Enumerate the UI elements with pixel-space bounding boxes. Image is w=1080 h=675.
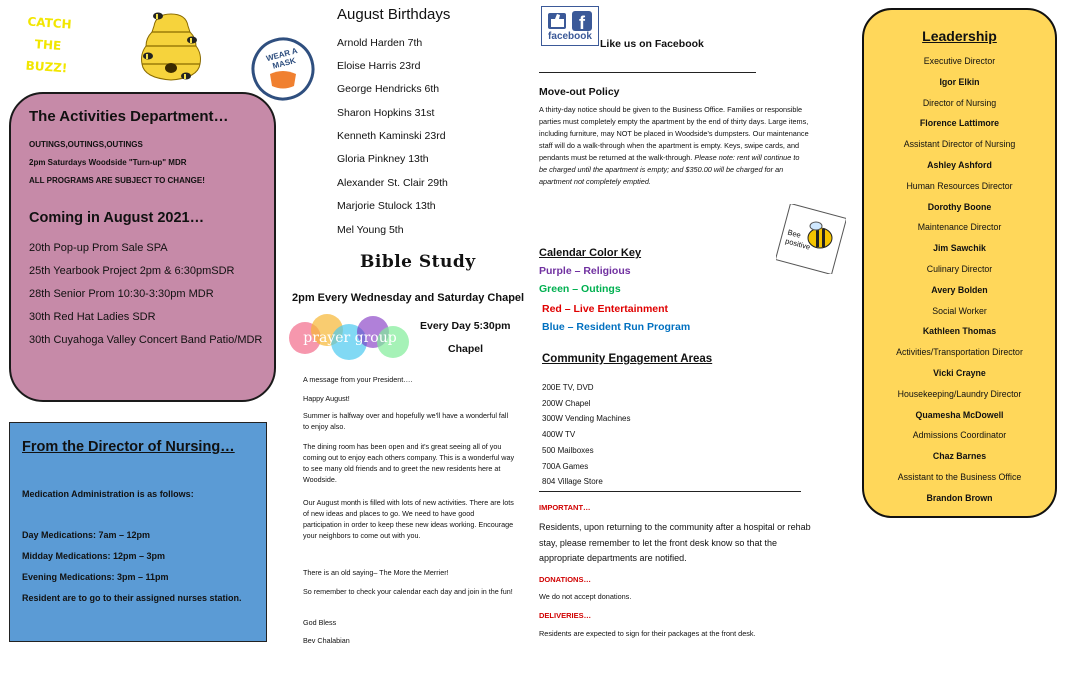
bible-study-title: Bible Study	[360, 252, 476, 272]
birthday-item: Marjorie Stulock 13th	[337, 200, 436, 212]
leadership-role: Culinary Director	[926, 264, 993, 274]
leadership-role: Social Worker	[932, 305, 987, 316]
buzz-line: THE	[34, 37, 62, 53]
leadership-name: Avery Bolden	[931, 284, 988, 295]
important-title: IMPORTANT…	[539, 503, 591, 512]
letter-paragraph: So remember to check your calendar each day and join in the fun!	[303, 587, 513, 596]
leadership-name: Quamesha McDowell	[915, 409, 1004, 420]
engagement-area: 500 Mailboxes	[542, 446, 594, 455]
coming-in-august-title: Coming in August 2021…	[29, 210, 205, 226]
svg-text:f: f	[579, 13, 585, 33]
birthday-item: Arnold Harden 7th	[337, 37, 423, 49]
letter-paragraph: A message from your President….	[303, 375, 413, 384]
move-out-title: Move-out Policy	[539, 86, 620, 98]
letter-paragraph: Summer is halfway over and hopefully we'll have a wonderful fall to enjoy also.	[303, 411, 509, 431]
leadership-name: Igor Elkin	[939, 76, 980, 87]
activities-panel	[9, 92, 276, 402]
beehive-icon	[136, 6, 206, 86]
move-out-text: A thirty-day notice should be given to the Business Office. Families or responsible parties must completely empty the apartment by the end of thirty days. Large items, including furniture, may NOT be placed in Woodside's dumpsters. Our maintenance staff will do a walk-through when the apartment is empty. Keys, swipe cards, and pendants must be returned at the walk-through.	[539, 105, 809, 162]
donations-body: We do not accept donations.	[539, 592, 632, 601]
bee-sticker-text: Bee positive	[784, 227, 812, 252]
buzz-line: BUZZ!	[25, 58, 68, 76]
color-key-title: Calendar Color Key	[539, 247, 642, 259]
leadership-role: Assistant to the Business Office	[897, 472, 1022, 482]
color-key-item: Purple – Religious	[539, 265, 631, 277]
engagement-area: 300W Vending Machines	[542, 414, 631, 423]
prayer-group-image	[289, 312, 411, 364]
event-item: 30th Red Hat Ladies SDR	[29, 311, 156, 323]
move-out-note: Please note: rent will continue to be charged until the apartment is empty; and $350.00 will be charged for an apartment not completely emptied.	[539, 153, 800, 186]
letter-paragraph: Happy August!	[303, 394, 350, 403]
bee-positive-sticker	[776, 204, 846, 274]
facebook-logo-text: facebook	[548, 31, 592, 42]
letter-paragraph: God Bless	[303, 618, 337, 627]
event-item: 30th Cuyahoga Valley Concert Band Patio/MDR	[29, 334, 263, 346]
divider	[539, 491, 801, 492]
divider	[539, 72, 756, 73]
thumbs-up-icon	[542, 7, 598, 33]
letter-paragraph: The dining room has been open and it's great seeing all of you coming out to enjoy each others company. This is a wonderful way to see many old friends and to greet the new residents here at Woodside.	[303, 442, 515, 484]
engagement-area: 200E TV, DVD	[542, 383, 594, 392]
leadership-role: Activities/Transportation Director	[896, 347, 1023, 358]
event-item: 20th Pop-up Prom Sale SPA	[29, 242, 168, 254]
leadership-name: Kathleen Thomas	[922, 326, 997, 337]
nursing-line: Resident are to go to their assigned nurses station.	[22, 593, 242, 603]
mask-badge-text: WEAR A MASK	[265, 46, 299, 71]
birthday-item: Eloise Harris 23rd	[337, 60, 421, 72]
color-key-item: Green – Outings	[539, 283, 621, 295]
event-item: 25th Yearbook Project 2pm & 6:30pmSDR	[29, 265, 235, 277]
leadership-role: Assistant Director of Nursing	[903, 139, 1016, 150]
facebook-like-text[interactable]: Like us on Facebook	[600, 38, 704, 50]
move-out-body	[539, 104, 809, 188]
event-item: 28th Senior Prom 10:30-3:30pm MDR	[29, 288, 214, 300]
nursing-title: From the Director of Nursing…	[22, 439, 235, 455]
deliveries-title: DELIVERIES…	[539, 611, 592, 620]
activities-line: 2pm Saturdays Woodside "Turn-up" MDR	[29, 158, 187, 167]
engagement-area: 400W TV	[542, 430, 576, 439]
birthdays-title: August Birthdays	[337, 6, 451, 23]
birthday-item: George Hendricks 6th	[337, 83, 440, 95]
birthday-item: Gloria Pinkney 13th	[337, 153, 429, 165]
leadership-role: Admissions Coordinator	[912, 430, 1007, 441]
engagement-title: Community Engagement Areas	[542, 353, 713, 365]
bible-study-time: 2pm Every Wednesday and Saturday Chapel	[292, 292, 525, 304]
activities-title: The Activities Department…	[29, 108, 229, 125]
leadership-name: Florence Lattimore	[919, 118, 1000, 129]
nursing-intro: Medication Administration is as follows:	[22, 489, 194, 499]
birthday-item: Mel Young 5th	[337, 224, 404, 236]
facebook-logo[interactable]	[541, 6, 599, 46]
leadership-name: Brandon Brown	[926, 492, 993, 503]
leadership-name: Ashley Ashford	[927, 160, 992, 170]
activities-line: ALL PROGRAMS ARE SUBJECT TO CHANGE!	[29, 176, 205, 185]
leadership-name: Vicki Crayne	[933, 368, 986, 378]
leadership-name: Chaz Barnes	[932, 451, 987, 462]
wear-mask-badge	[250, 36, 316, 102]
leadership-name: Jim Sawchik	[933, 243, 986, 254]
birthday-item: Sharon Hopkins 31st	[337, 107, 435, 119]
leadership-title: Leadership	[922, 28, 997, 44]
letter-paragraph: Our August month is filled with lots of new activities. There are lots of new ideas and places to go. We need to have good participation in order to keep these new ideas working. Encourage your neighbors to come out with you.	[303, 498, 514, 540]
leadership-role: Maintenance Director	[917, 222, 1002, 233]
engagement-area: 200W Chapel	[542, 399, 591, 408]
leadership-role: Executive Director	[923, 56, 996, 66]
nursing-panel	[9, 422, 267, 642]
nursing-line: Day Medications: 7am – 12pm	[22, 530, 151, 540]
leadership-role: Housekeeping/Laundry Director	[897, 388, 1022, 399]
leadership-panel	[862, 8, 1057, 518]
nursing-line: Evening Medications: 3pm – 11pm	[22, 572, 169, 582]
color-key-item: Blue – Resident Run Program	[542, 321, 691, 333]
birthday-item: Alexander St. Clair 29th	[337, 177, 448, 189]
letter-paragraph: There is an old saying– The More the Merrier!	[303, 568, 449, 577]
letter-signature: Bev Chalabian	[303, 636, 350, 645]
prayer-place: Chapel	[448, 343, 484, 355]
leadership-role: Director of Nursing	[922, 97, 997, 108]
engagement-area: 804 Village Store	[542, 477, 603, 486]
activities-line: OUTINGS,OUTINGS,OUTINGS	[29, 140, 143, 149]
birthday-item: Kenneth Kaminski 23rd	[337, 130, 446, 142]
nursing-line: Midday Medications: 12pm – 3pm	[22, 551, 166, 561]
buzz-line: CATCH	[26, 14, 73, 32]
leadership-name: Dorothy Boone	[927, 201, 992, 212]
engagement-area: 700A Games	[542, 462, 589, 471]
prayer-time: Every Day 5:30pm	[420, 320, 511, 332]
leadership-role: Human Resources Director	[906, 180, 1013, 191]
donations-title: DONATIONS…	[539, 575, 591, 584]
catch-the-buzz-text	[16, 10, 80, 80]
prayer-group-text: prayer group	[303, 330, 397, 346]
important-body: Residents, upon returning to the community after a hospital or rehab stay, please remember to let the front desk know so that the appropriate departments are notified.	[539, 522, 811, 563]
deliveries-body: Residents are expected to sign for their packages at the front desk.	[539, 629, 756, 638]
color-key-item: Red – Live Entertainment	[542, 303, 669, 315]
